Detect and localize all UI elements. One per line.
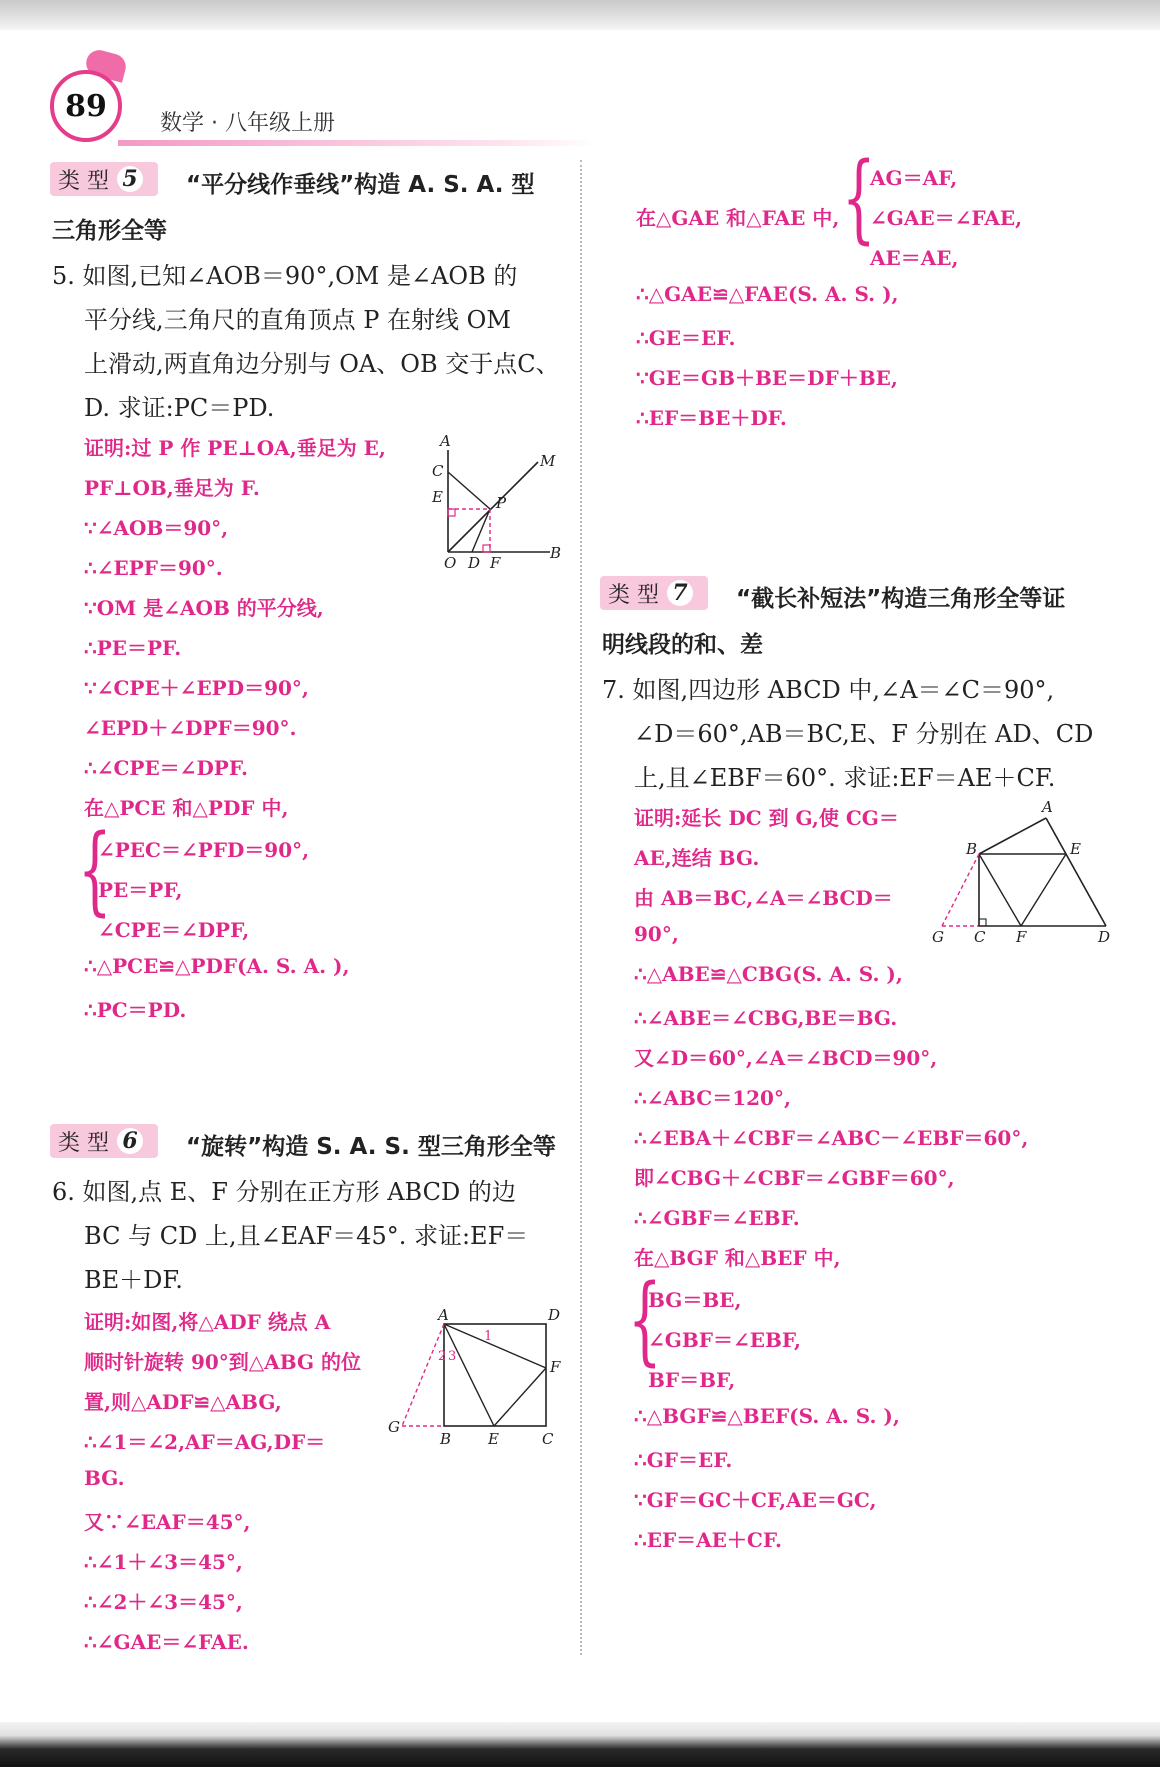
fig6-label-2: 2 (438, 1349, 447, 1364)
fig7-label-C: C (974, 928, 986, 946)
type6-question-line: 6. 如图,点 E、F 分别在正方形 ABCD 的边 (52, 1178, 516, 1206)
type5-proof-line: ∠EPD＋∠DPF＝90°. (84, 716, 297, 740)
type6-tag-label: 类 型 (58, 1130, 109, 1156)
type7-tag-label: 类 型 (608, 582, 659, 608)
fig6-label-1: 1 (484, 1329, 493, 1344)
type7-proof-line: ∴∠ABC＝120°, (634, 1086, 791, 1110)
type6-question-line: BE＋DF. (84, 1266, 183, 1294)
type6-proof-line: 证明:如图,将△ADF 绕点 A (84, 1310, 331, 1334)
fig6-label-F: F (550, 1358, 561, 1376)
type7-conclusion-line: ∴GF＝EF. (634, 1448, 733, 1472)
fig5-label-A: A (440, 432, 451, 450)
type5-title-line1: “平分线作垂线”构造 A. S. A. 型 (186, 172, 535, 198)
type6-cont-conclusion-line: ∵GE＝GB＋BE＝DF＋BE, (636, 366, 898, 390)
type6-proof-line: BG. (84, 1466, 125, 1490)
type5-tag (50, 162, 158, 196)
fig6-label-B: B (440, 1430, 452, 1448)
type7-proof-line: ∴△ABE≌△CBG(S. A. S. ), (634, 962, 903, 986)
type6-cont-system-line: AE＝AE, (870, 246, 959, 270)
fig5-label-E: E (432, 488, 443, 506)
type6-cont-system-line: AG＝AF, (870, 166, 958, 190)
type5-system-line: ∠PEC＝∠PFD＝90°, (98, 838, 310, 862)
type7-conclusion-line: ∵GF＝GC＋CF,AE＝GC, (634, 1488, 877, 1512)
type6-cont-prefix: 在△GAE 和△FAE 中, (636, 206, 840, 230)
fig7-label-F: F (1016, 928, 1027, 946)
type7-proof-line: ∴∠EBA＋∠CBF＝∠ABC－∠EBF＝60°, (634, 1126, 1029, 1150)
type5-tag-label: 类 型 (58, 168, 109, 194)
type7-question-line: ∠D＝60°,AB＝BC,E、F 分别在 AD、CD (634, 720, 1094, 748)
type5-brace: { (78, 814, 112, 926)
type5-proof-line: ∴∠CPE＝∠DPF. (84, 756, 248, 780)
type7-proof-line: 90°, (634, 922, 679, 946)
column-divider (580, 160, 582, 1655)
type7-figure (926, 798, 1116, 948)
type5-question-line: 平分线,三角尺的直角顶点 P 在射线 OM (84, 306, 511, 334)
type7-title-line1: “截长补短法”构造三角形全等证 (736, 586, 1066, 612)
type5-question-line: 上滑动,两直角边分别与 OA、OB 交于点C、 (84, 350, 560, 378)
type7-question-line: 上,且∠EBF＝60°. 求证:EF＝AE＋CF. (634, 764, 1056, 792)
type5-proof-line: ∴∠EPF＝90°. (84, 556, 223, 580)
type6-title: “旋转”构造 S. A. S. 型三角形全等 (186, 1134, 556, 1160)
type7-brace: { (628, 1264, 662, 1376)
type6-cont-system-line: ∠GAE＝∠FAE, (870, 206, 1023, 230)
type7-proof-line: 由 AB＝BC,∠A＝∠BCD＝ (634, 886, 893, 910)
type7-question-line: 7. 如图,四边形 ABCD 中,∠A＝∠C＝90°, (602, 676, 1055, 704)
type5-proof-line: ∴PE＝PF. (84, 636, 182, 660)
type5-proof-line: PF⊥OB,垂足为 F. (84, 476, 260, 500)
fig6-label-G: G (388, 1418, 400, 1436)
header-rule (118, 140, 598, 146)
page-number: 89 (50, 70, 122, 142)
book-title: 数学 · 八年级上册 (160, 111, 335, 136)
fig5-label-C: C (432, 462, 444, 480)
type5-proof-line: ∵∠AOB＝90°, (84, 516, 229, 540)
type7-tag-number: 7 (667, 580, 693, 606)
bottom-edge (0, 1722, 1160, 1767)
fig5-label-P: P (496, 494, 507, 512)
fig6-label-D: D (548, 1306, 561, 1324)
fig7-label-B: B (966, 840, 978, 858)
type7-conclusion-line: ∴EF＝AE＋CF. (634, 1528, 782, 1552)
type6-figure (380, 1300, 575, 1450)
fig5-label-B: B (550, 544, 562, 562)
type5-conclusion-line: ∴△PCE≌△PDF(A. S. A. ), (84, 954, 350, 978)
type7-proof-line: 即∠CBG＋∠CBF＝∠GBF＝60°, (634, 1166, 955, 1190)
type6-proof-line: ∴∠1＝∠2,AF＝AG,DF＝ (84, 1430, 326, 1454)
type7-proof-line: 在△BGF 和△BEF 中, (634, 1246, 841, 1270)
type7-proof-line: ∴∠GBF＝∠EBF. (634, 1206, 800, 1230)
type7-proof-line: AE,连结 BG. (634, 846, 760, 870)
type6-proof-line: ∴∠2＋∠3＝45°, (84, 1590, 243, 1614)
type6-cont-conclusion-line: ∴△GAE≌△FAE(S. A. S. ), (636, 282, 899, 306)
fig5-label-F: F (490, 554, 501, 570)
fig7-label-D: D (1098, 928, 1111, 946)
type5-title-line2: 三角形全等 (52, 218, 167, 244)
type6-proof-line: 又∵∠EAF＝45°, (84, 1510, 251, 1534)
type7-proof-line: 又∠D＝60°,∠A＝∠BCD＝90°, (634, 1046, 938, 1070)
fig5-label-M: M (540, 452, 556, 470)
type6-question-line: BC 与 CD 上,且∠EAF＝45°. 求证:EF＝ (84, 1222, 529, 1250)
fig7-label-E: E (1070, 840, 1081, 858)
fig7-label-G: G (932, 928, 944, 946)
type6-cont-brace: { (842, 142, 876, 254)
type6-cont-conclusion-line: ∴GE＝EF. (636, 326, 736, 350)
type5-proof-line: ∵∠CPE＋∠EPD＝90°, (84, 676, 309, 700)
top-edge (0, 0, 1160, 30)
type5-proof-line: 证明:过 P 作 PE⊥OA,垂足为 E, (84, 436, 386, 460)
type5-question-line: 5. 如图,已知∠AOB＝90°,OM 是∠AOB 的 (52, 262, 518, 290)
fig7-label-A: A (1042, 798, 1053, 816)
type6-proof-line: ∴∠GAE＝∠FAE. (84, 1630, 249, 1654)
type7-system-line: BF＝BF, (648, 1368, 736, 1392)
type7-title-line2: 明线段的和、差 (602, 632, 763, 658)
type6-proof-line: 置,则△ADF≌△ABG, (84, 1390, 282, 1414)
type7-conclusion-line: ∴△BGF≌△BEF(S. A. S. ), (634, 1404, 900, 1428)
fig5-label-D: D (468, 554, 481, 570)
type5-proof-line: ∵OM 是∠AOB 的平分线, (84, 596, 324, 620)
type7-system-line: BG＝BE, (648, 1288, 742, 1312)
fig6-label-C: C (542, 1430, 554, 1448)
type5-tag-number: 5 (117, 166, 143, 192)
fig6-label-A: A (438, 1306, 449, 1324)
type5-question-line: D. 求证:PC＝PD. (84, 394, 275, 422)
type5-system-line: PE＝PF, (98, 878, 183, 902)
type5-conclusion-line: ∴PC＝PD. (84, 998, 187, 1022)
type7-proof-line: 证明:延长 DC 到 G,使 CG＝ (634, 806, 899, 830)
type7-tag (600, 576, 708, 610)
fig5-label-O: O (444, 554, 457, 570)
type6-cont-conclusion-line: ∴EF＝BE＋DF. (636, 406, 787, 430)
type7-proof-line: ∴∠ABE＝∠CBG,BE＝BG. (634, 1006, 898, 1030)
fig6-label-3: 3 (448, 1349, 457, 1364)
type6-proof-line: 顺时针旋转 90°到△ABG 的位 (84, 1350, 362, 1374)
type6-proof-line: ∴∠1＋∠3＝45°, (84, 1550, 243, 1574)
type6-tag-number: 6 (117, 1128, 143, 1154)
type5-proof-line: 在△PCE 和△PDF 中, (84, 796, 289, 820)
fig6-label-E: E (488, 1430, 499, 1448)
type6-tag (50, 1124, 158, 1158)
type7-system-line: ∠GBF＝∠EBF, (648, 1328, 801, 1352)
type5-system-line: ∠CPE＝∠DPF, (98, 918, 250, 942)
type5-figure (420, 430, 570, 570)
